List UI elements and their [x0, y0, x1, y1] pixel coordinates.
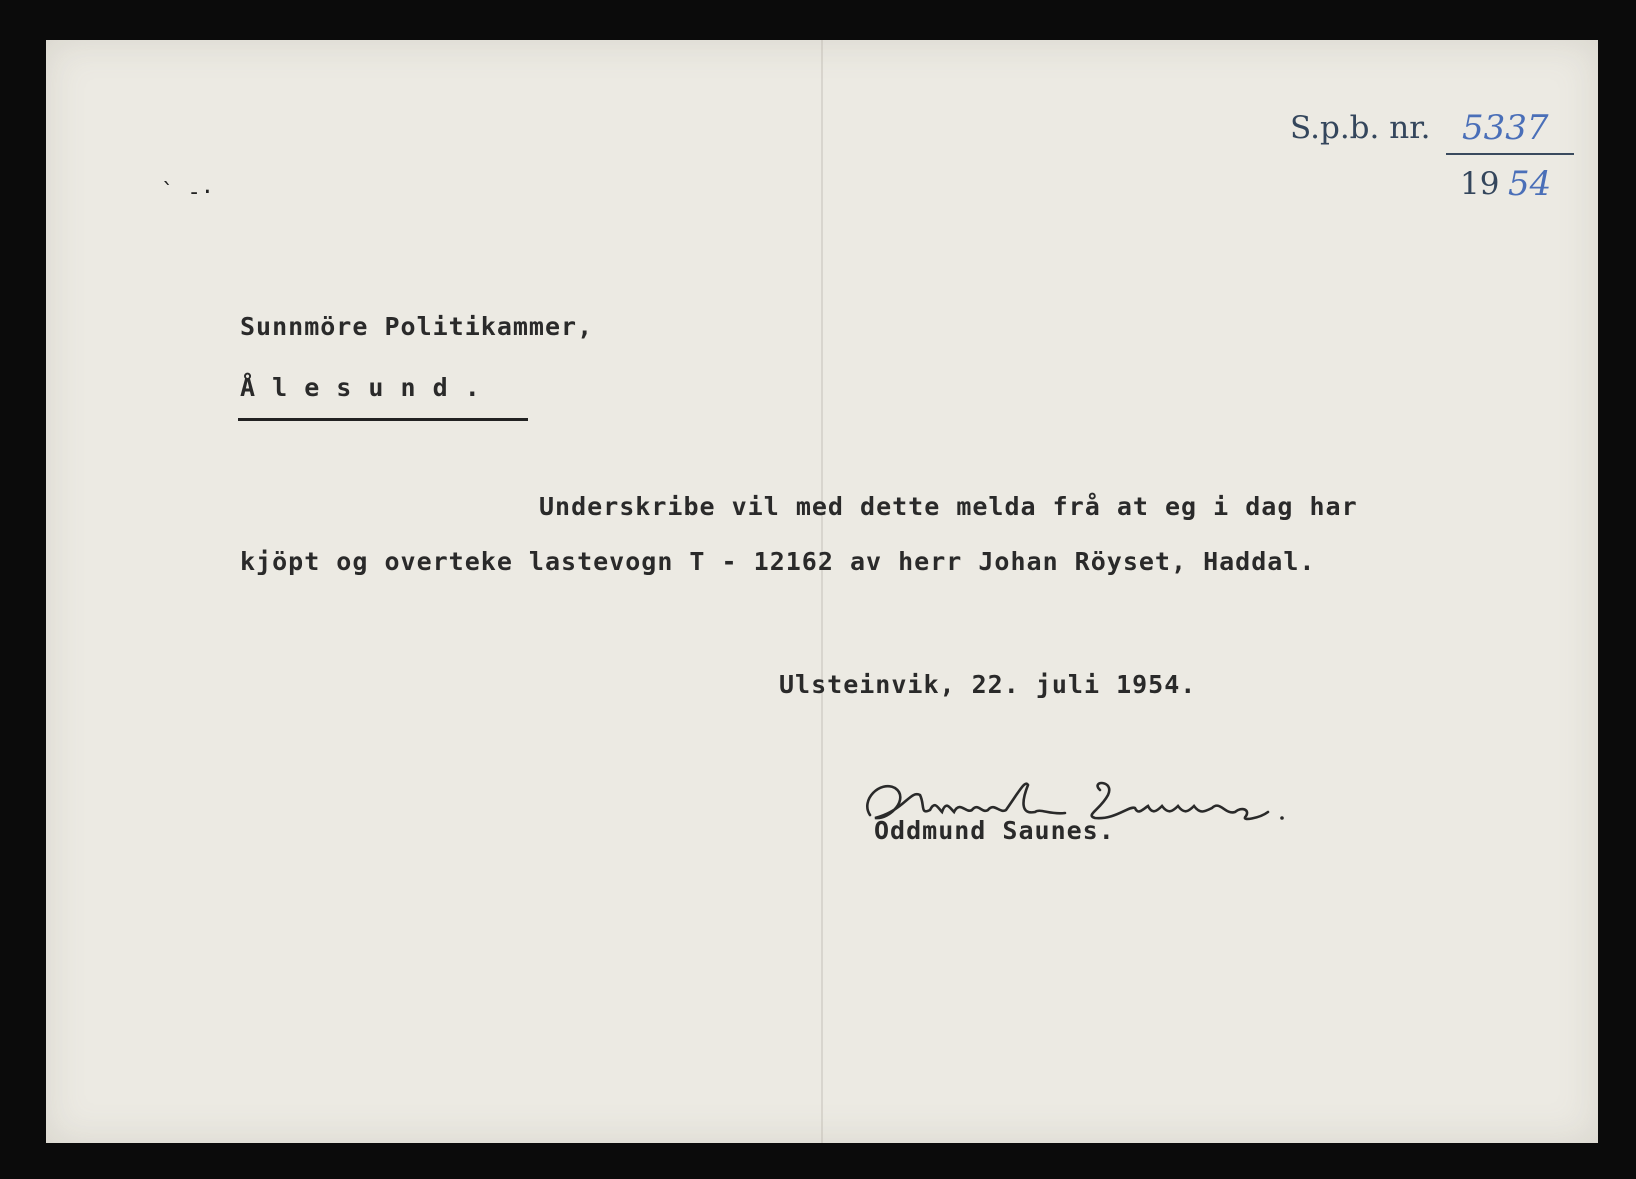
stamp-year-handwritten: 54: [1508, 164, 1552, 204]
dateline: Ulsteinvik, 22. juli 1954.: [779, 670, 1197, 699]
stamp-label: S.p.b. nr.: [1290, 110, 1431, 146]
handwritten-signature: [850, 770, 1340, 840]
recipient-underline: [238, 418, 528, 421]
recipient-line-1: Sunnmöre Politikammer,: [240, 312, 594, 341]
body-line-2: kjöpt og overteke lastevogn T - 12162 av herr Johan Röyset, Haddal.: [240, 547, 1316, 576]
letter-page: [46, 40, 1598, 1143]
fold-crease: [821, 40, 823, 1143]
ink-specks: ` -·: [161, 180, 214, 205]
body-line-1: Underskribe vil med dette melda frå at eg i dag har: [539, 492, 1358, 521]
stamp-divider: [1446, 153, 1574, 155]
stamp-year-prefix: 19: [1460, 166, 1500, 202]
recipient-line-2: Å l e s u n d .: [240, 373, 481, 402]
typed-signature-name: Oddmund Saunes.: [874, 816, 1115, 845]
stamp-number-handwritten: 5337: [1462, 108, 1549, 148]
